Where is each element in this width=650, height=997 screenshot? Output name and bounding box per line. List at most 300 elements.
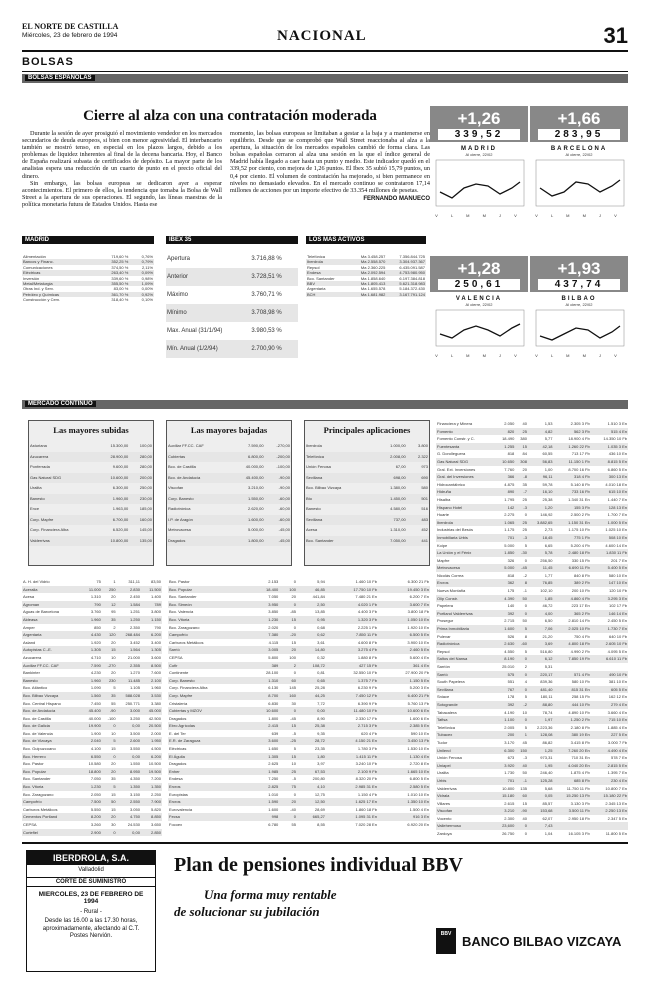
table-cell: 3.800 18 Fb — [407, 609, 429, 615]
table-cell: 40 — [522, 815, 527, 821]
table-cell: Bco. Vitoria — [168, 616, 250, 624]
table-row — [168, 783, 430, 791]
table-cell: Banesto — [29, 494, 96, 505]
table-cell: 2.720 8 En — [409, 761, 429, 767]
table-row — [436, 625, 628, 633]
table-cell: Carburos Metálicos — [23, 806, 58, 812]
table-cell: 1.150 4 Fb — [357, 791, 377, 797]
table-cell: Bankinter — [23, 670, 40, 676]
table-cell: Koipe — [437, 542, 448, 548]
table-cell: 19.450 3 En — [378, 586, 430, 594]
table-cell: 3.650 — [150, 822, 161, 827]
table-cell: 7.850 11 Fb — [326, 631, 378, 639]
index-change-panel — [430, 106, 528, 142]
table-cell: 50 — [102, 798, 117, 806]
table-cell: 5.600 4 En — [409, 654, 429, 660]
table-row — [436, 830, 628, 838]
table-cell: 10.600,00 — [96, 473, 129, 484]
table-cell: -85 — [290, 609, 296, 615]
table-cell: -200,00 — [265, 452, 291, 463]
table-cell: 100 — [279, 586, 297, 594]
table-cell: 162 12 En — [608, 694, 627, 700]
table-cell: 145 — [289, 685, 296, 691]
table-row — [168, 768, 430, 776]
index-value: 339,52 — [438, 129, 520, 140]
table-row — [29, 441, 153, 452]
table-cell: 2.850 — [141, 829, 162, 837]
table-cell: 0,00 — [117, 829, 141, 837]
table-row — [436, 655, 628, 663]
table-cell: 1.350 — [117, 783, 141, 791]
table-cell: 1.800,00 — [231, 536, 265, 547]
table-cell: 1.564 — [117, 646, 141, 654]
table-cell: 7.450 12 Fb — [326, 692, 378, 700]
table-row — [22, 768, 162, 776]
table-cell: 562 3 Fb — [554, 428, 591, 436]
table-cell: 1.700 7 En — [607, 512, 627, 518]
table-cell: Bco. Popular — [22, 768, 81, 776]
table-row — [436, 435, 628, 443]
table-cell: 6.200 — [141, 631, 162, 639]
table-row — [22, 654, 162, 662]
table-cell: 12 — [102, 601, 117, 609]
ad-line: CORTE DE SUMINISTRO — [27, 877, 155, 887]
table-cell: 4.115 — [268, 639, 279, 645]
table-cell: 3.708,98 % — [250, 304, 298, 322]
table-cell: 4.800 18 Fb — [554, 640, 591, 648]
table-cell: 490 10 Fb — [591, 671, 628, 679]
table-cell: 60 — [279, 677, 297, 685]
table-cell: -1 — [523, 588, 527, 594]
table-cell: 11.500 — [141, 586, 162, 594]
table-cell: Dragados — [169, 715, 187, 721]
index-change: +1,93 — [557, 259, 601, 278]
table-cell: 2.322 — [407, 452, 429, 463]
table-cell: 108,72 — [297, 662, 326, 670]
table-cell: 4.390 — [495, 595, 516, 603]
table-cell: 96,11 — [528, 473, 554, 481]
table-row — [168, 654, 430, 662]
table-row — [436, 572, 628, 580]
table-row — [436, 663, 628, 671]
table-cell: Azucarera — [23, 654, 42, 660]
table-row — [168, 692, 430, 700]
table-cell: Bco. de Andalucía — [167, 473, 231, 484]
table-cell: 10 — [522, 709, 527, 715]
table-cell: 6.390 9 Fb — [357, 700, 377, 706]
table-row — [22, 684, 162, 692]
table-cell: 10.600 6 En — [378, 707, 430, 715]
stock-listing-mid — [168, 578, 430, 838]
table-cell: 6.700,00 — [96, 515, 129, 526]
table-cell: 7.380 — [250, 631, 279, 639]
table-row — [436, 747, 628, 755]
table-cell: 2.275 — [504, 512, 515, 518]
table-cell: 7.590 — [81, 662, 102, 670]
table-cell: Telefónica — [437, 724, 456, 730]
table-row — [305, 441, 429, 452]
table-cell: Anterior — [166, 268, 250, 286]
table-cell: 5 — [524, 648, 527, 654]
table-row — [22, 707, 162, 715]
table-cell: Gas Natural SDG — [29, 473, 96, 484]
table-cell: Asland — [23, 639, 36, 645]
table-cell: 7.020 28 En — [355, 822, 377, 827]
table-cell: Unión Fenosa — [306, 464, 331, 469]
table-cell: Bco. de Castilla — [168, 464, 196, 469]
table-cell: 7,06 — [528, 625, 554, 633]
table-cell: 8,55 — [317, 822, 325, 827]
table-cell: Bancos y Financ. — [22, 259, 94, 264]
table-cell: 1.960 — [81, 677, 102, 685]
table-cell: 3.000 — [117, 707, 141, 715]
table-cell: 3.210,00 — [248, 485, 264, 490]
table-cell: 1.440 7 En — [607, 496, 627, 502]
table-cell: Fecsa — [168, 813, 250, 821]
table-cell: 14.350 10 Fb — [603, 436, 627, 442]
table-cell: 3.400 — [150, 639, 161, 645]
ad-zone: - Rural - — [80, 909, 102, 915]
table-row — [306, 292, 426, 297]
table-cell: Petróleo y Químicas — [22, 292, 94, 297]
stock-listing-left — [22, 578, 162, 838]
table-cell: 3.304.937.367 — [386, 259, 426, 264]
table-cell: 1.950 — [141, 737, 162, 745]
table-cell: Máximo — [167, 292, 189, 298]
table-cell: Hisalba — [437, 496, 451, 502]
table-cell: 42.500 — [148, 715, 161, 721]
table-cell: 308 — [515, 458, 528, 466]
table-cell: 4.350 — [129, 776, 140, 782]
table-cell: 227 5 En — [591, 731, 628, 739]
table-cell: 1.860 18 Fb — [355, 806, 377, 812]
table-cell: 8.815 5 En — [591, 458, 628, 466]
table-cell: 1.584 — [117, 601, 141, 609]
table-cell: 1.795 — [504, 496, 515, 502]
table-cell: 0 — [524, 512, 527, 518]
table-cell: -90,00 — [265, 473, 291, 484]
table-cell: 1.885 4 En — [607, 724, 627, 730]
table-row — [166, 268, 298, 286]
table-cell: 19.500 — [141, 768, 162, 776]
table-cell: 3.600 7 En — [378, 601, 430, 609]
table-cell: 8.950 — [117, 768, 141, 776]
table-cell: 4.500 — [150, 746, 161, 752]
table-cell: 85,57 — [542, 800, 553, 806]
table-cell: Bco. de Vizcaya — [22, 737, 81, 745]
ad-text: Desde las 16.00 a las 17.30 horas, aproximadamente, afectando al C.T. Postes Nervión. — [42, 918, 140, 939]
table-cell: 1 — [113, 579, 116, 584]
table-cell: 280,00 — [139, 464, 152, 469]
table-cell: 5.200 4 Fb — [570, 542, 590, 548]
table-cell: 146 14 En — [591, 610, 628, 618]
table-cell: 4.710 — [90, 654, 101, 660]
table-row — [22, 798, 162, 806]
table-cell: 605 5 En — [591, 686, 628, 694]
table-row — [22, 662, 162, 670]
table-cell: 2.450 5 En — [607, 618, 627, 624]
table-row — [22, 639, 162, 647]
table-cell: 3.167.791.124 — [386, 292, 426, 297]
table-cell: 916 3 En — [378, 813, 430, 821]
table-row — [436, 466, 628, 474]
table-cell: 1.310 — [250, 677, 279, 685]
table-cell: Azucarera — [29, 452, 96, 463]
table-cell: 1.250 — [117, 616, 141, 624]
table-cell: 580 10 En — [608, 572, 627, 578]
table-cell: 1.625 17 En — [326, 798, 378, 806]
table-cell: 7.480 21 En — [355, 594, 377, 600]
table-cell: Gas Natural SDG — [436, 458, 495, 466]
table-cell: 311,11 — [128, 579, 140, 584]
table-cell: 23,35 — [314, 746, 325, 752]
bajadas-table — [167, 441, 291, 546]
table-cell: 11.000 — [81, 586, 102, 594]
table-cell: Mínimo — [166, 304, 250, 322]
table-cell: 40.000 — [88, 715, 101, 721]
table-row — [22, 700, 162, 708]
table-cell: 1.600 — [268, 806, 279, 812]
table-cell: 2.500 2 Fb — [570, 512, 590, 518]
table-cell: 100,00 — [139, 443, 152, 448]
table-cell: 20 — [279, 646, 297, 654]
table-row — [22, 669, 162, 677]
table-row — [436, 785, 628, 793]
table-cell: 4.580,00 — [390, 506, 406, 511]
table-cell: 3.660 4 En — [607, 709, 627, 715]
table-row — [305, 483, 429, 494]
table-cell: 2.050 — [90, 791, 101, 797]
table-cell: 1.960,00 — [96, 494, 129, 505]
table-row — [436, 686, 628, 694]
box-title: Las mayores bajadas — [190, 425, 268, 435]
paper-date: Miércoles, 23 de febrero de 1994 — [22, 32, 118, 39]
table-cell: 28.100 — [266, 670, 279, 676]
table-row — [436, 602, 628, 610]
table-cell: 4.010 18 En — [605, 481, 627, 487]
table-cell: 44,25 — [297, 692, 326, 700]
table-cell: 2.460 5 En — [378, 646, 430, 654]
table-cell: 2.005 — [504, 724, 515, 730]
table-row — [168, 821, 430, 829]
table-row — [22, 722, 162, 730]
table-row — [168, 684, 430, 692]
table-cell: 8 — [524, 633, 527, 639]
table-cell: Nicolás Correa — [437, 572, 464, 578]
table-cell: Ma 1.858.640 — [360, 275, 386, 281]
headline: Cierre al alza con una contratación moderada — [83, 108, 377, 124]
table-cell: 4.230 — [90, 670, 101, 676]
index-change-panel — [530, 106, 628, 142]
table-row — [168, 745, 430, 753]
table-row — [436, 488, 628, 496]
table-cell: 0 — [515, 686, 528, 694]
table-cell: 1.730 7 En — [591, 625, 628, 633]
table-cell: 3.415 8 Fb — [570, 739, 590, 745]
table-cell: 1.305 — [81, 646, 102, 654]
table-cell: 1.260 22 Fb — [554, 443, 591, 451]
table-cell: 20 — [102, 813, 117, 821]
table-cell: 25 — [279, 768, 297, 776]
index-sparkline — [530, 158, 628, 218]
table-cell: I.P. de Aragón — [167, 515, 231, 526]
table-cell: 366 — [495, 473, 516, 481]
table-cell: Campofrío — [22, 798, 81, 806]
table-cell: Ercros — [168, 798, 250, 806]
table-cell: Hispano Hotel — [436, 504, 495, 512]
table-cell: 1,53 — [544, 421, 553, 426]
table-cell: 2.620,00 — [248, 506, 264, 511]
table-cell: 15 — [102, 646, 117, 654]
table-cell: 185,00 — [139, 506, 152, 511]
table-cell: 2.305 3 Fb — [570, 421, 590, 426]
table-cell: 3.050 — [129, 806, 140, 812]
table-cell: 4,10 — [297, 783, 326, 791]
table-row — [166, 340, 298, 358]
table-cell: Unión Fenosa — [437, 755, 462, 761]
table-cell: 352,25 % — [94, 259, 129, 264]
table-cell: 7.356.844.725 — [399, 254, 425, 259]
table-cell: -100,00 — [276, 464, 290, 469]
table-cell: 516,80 — [540, 648, 553, 654]
table-row — [22, 297, 154, 302]
index-value: 437,74 — [538, 279, 620, 290]
table-cell: 15 — [522, 800, 527, 806]
table-cell: Acesa — [306, 527, 318, 532]
table-cell: Portland Valderrivas — [436, 610, 495, 618]
table-row — [436, 739, 628, 747]
table-cell: 16,10 — [528, 488, 554, 496]
table-row — [436, 496, 628, 504]
table-cell: 8.500 — [141, 662, 162, 670]
table-cell: 14,80 — [297, 646, 326, 654]
table-cell: La Unión y el Fénix — [436, 549, 495, 557]
article-paragraph: momento, las bolsas europeas se limitaban a gestar a la baja y a mantenerse en equilibrio. Desde que se comprobó que Wall Street reaccionaba al alza a la apertura, la situación de los mercados españoles cambió de forma clara. Las bolsas españolas cerraron al alza una sesión en la que el índice general de Madrid había llegado a caer hasta un punto y medio. Este indicador quedó en el 339,52 por ciento, con mejora de 1,26 puntos. El Ibex 35 subió 15,79 puntos, un 0,4 por ciento. El volumen de contratación ha mejorado, si bien permanece en niveles no demasiado elevados. En el mercado continuo se contrataron 17,14 millones de acciones por un importe efectivo de 33.354 millones de pesetas. — [230, 130, 430, 194]
table-row — [436, 595, 628, 603]
table-cell: 733 16 Fb — [554, 488, 591, 496]
table-cell: 0 — [279, 707, 297, 715]
table-cell: 140 — [507, 603, 515, 609]
table-cell: Carburos Metálicos — [169, 639, 204, 645]
table-row — [436, 420, 628, 428]
table-cell: 21.000 — [127, 654, 140, 660]
table-cell: Bco. Pastor — [23, 761, 44, 767]
table-cell: 3,97 — [317, 761, 325, 767]
table-cell: 6.500 5 En — [378, 631, 430, 639]
table-cell: Iberdrola — [436, 519, 495, 527]
table-cell: 20 — [111, 670, 116, 676]
table-row — [168, 813, 430, 821]
table-cell: 84 — [522, 451, 527, 457]
table-cell: Ponferrada — [30, 464, 50, 469]
table-cell: 1.320 3 Fb — [326, 616, 378, 624]
table-row — [22, 677, 162, 685]
table-cell: 6,65 — [544, 542, 553, 548]
article-col-2 — [230, 130, 430, 203]
table-cell: 40 — [522, 421, 527, 426]
table-row — [22, 586, 162, 594]
table-cell: 150 — [515, 747, 528, 755]
table-cell: 6.300,00 — [112, 485, 129, 490]
table-cell: 1.305 — [141, 646, 162, 654]
table-cell: 246,40 — [540, 770, 553, 776]
table-cell: 2.020 — [268, 624, 279, 630]
table-cell: 0,09% — [129, 270, 154, 275]
masthead-rule — [22, 50, 628, 52]
table-cell: 2,73 — [544, 527, 553, 533]
table-cell: 15 — [279, 616, 297, 624]
table-row — [22, 608, 162, 616]
table-cell: 55 — [291, 822, 296, 827]
table-cell: 300 13 En — [591, 473, 628, 481]
table-cell: Aguas de Barcelona — [23, 609, 60, 615]
table-cell: 128,08 — [528, 731, 554, 739]
table-cell: 2.830 — [117, 586, 141, 594]
table-cell: 0,81 — [317, 670, 325, 676]
table-cell: 1,95 — [528, 762, 554, 770]
table-cell: 973,31 — [540, 755, 553, 761]
table-cell: 175 — [507, 588, 515, 594]
table-cell: Uniapel — [436, 762, 495, 770]
table-cell: 20 — [279, 798, 297, 806]
table-cell: 4.875 — [504, 481, 515, 487]
table-cell: Comunicaciones — [23, 264, 53, 270]
table-cell: Zardoya — [437, 831, 452, 837]
table-cell: 5.184.372.430 — [399, 286, 425, 292]
table-cell: 318,40 % — [111, 297, 129, 303]
table-row — [167, 504, 291, 515]
table-cell: 2 — [524, 664, 527, 669]
table-cell: Auxiliar FF.CC. CAF — [168, 443, 204, 448]
table-cell: -270 — [102, 662, 117, 670]
table-row — [168, 722, 430, 730]
table-cell: Bco. Atlántico — [23, 685, 48, 691]
table-row — [168, 730, 430, 738]
table-cell: Papelera — [437, 603, 454, 609]
subsection-bar — [22, 74, 628, 83]
table-cell: -7 — [515, 488, 528, 496]
table-row — [168, 662, 430, 670]
table-cell: Ence — [30, 506, 40, 511]
table-cell: 60 — [515, 792, 528, 800]
table-cell: 16.105 3 Fb — [568, 831, 590, 837]
table-cell: 2.025 10 Fb — [554, 625, 591, 633]
table-cell: G. Dorolleguera — [437, 451, 466, 457]
table-cell: Bco. Santander — [23, 776, 51, 782]
table-cell: 4.600 8 Fb — [357, 639, 377, 645]
table-cell: Apertura — [167, 256, 191, 262]
table-cell: 15.180 22 Fb — [591, 792, 628, 800]
table-cell: 4,00 — [528, 610, 554, 618]
activos-table — [306, 254, 426, 297]
table-cell: 50 — [522, 770, 527, 776]
table-cell: 0,65 — [297, 677, 326, 685]
table-cell: 6.800,00 — [231, 452, 265, 463]
table-cell: 102,10 — [540, 588, 553, 594]
table-cell: 20 — [111, 594, 116, 600]
table-cell: 3.452 — [129, 639, 140, 645]
table-cell: 180,11 — [540, 694, 553, 700]
table-cell: 4.430 — [81, 631, 102, 639]
table-cell: 280,00 — [129, 452, 153, 463]
table-cell: 10 — [111, 730, 116, 736]
table-cell: -90 — [102, 707, 117, 715]
table-cell: -1 — [515, 777, 528, 785]
table-cell: Cortefiel — [22, 829, 81, 837]
table-cell: 45 — [522, 739, 527, 745]
index-month-axis: V L M M J V — [535, 212, 623, 218]
table-cell: Corp. Financiera Alba — [30, 527, 69, 532]
